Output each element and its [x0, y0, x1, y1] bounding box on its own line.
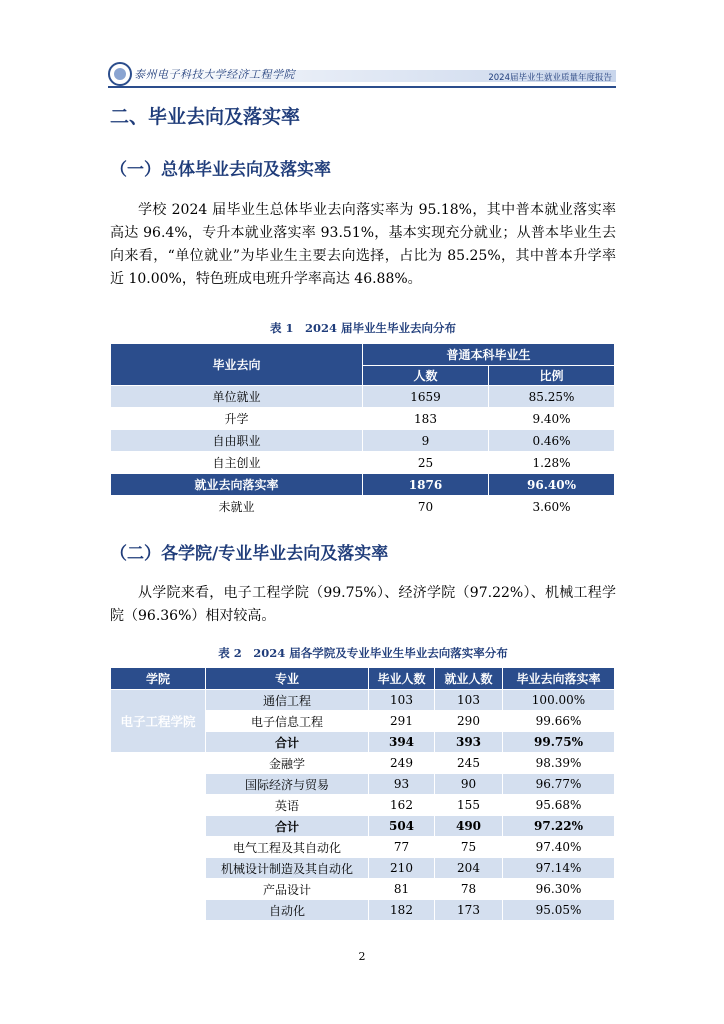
- grad-count: 249: [369, 753, 435, 774]
- table2-header-rate: 毕业去向落实率: [503, 668, 615, 690]
- grad-count: 93: [369, 774, 435, 795]
- grad-count: 182: [369, 900, 435, 921]
- grad-count: 504: [369, 816, 435, 837]
- employed-count: 490: [435, 816, 503, 837]
- major-name: 通信工程: [206, 690, 369, 711]
- row-ratio: 1.28%: [489, 452, 615, 474]
- college-cell-electronic: 电子工程学院: [111, 690, 206, 753]
- college-paragraph: 从学院来看，电子工程学院（99.75%）、经济学院（97.22%）、机械工程学院（96.36%）相对较高。: [110, 585, 616, 624]
- table-row: [111, 837, 615, 858]
- table2-header-major: 专业: [206, 668, 369, 690]
- major-name: 产品设计: [206, 879, 369, 900]
- major-name: 金融学: [206, 753, 369, 774]
- table1-header-ratio: 比例: [489, 366, 615, 386]
- table-row: [111, 386, 615, 408]
- report-title: 2024届毕业生就业质量年度报告: [488, 73, 612, 83]
- major-name: 电气工程及其自动化: [206, 837, 369, 858]
- row-ratio: 9.40%: [489, 408, 615, 430]
- rate: 99.75%: [503, 732, 615, 753]
- rate: 97.14%: [503, 858, 615, 879]
- overall-paragraph: 学校 2024 届毕业生总体毕业去向落实率为 95.18%，其中普本就业落实率高达 96.4%，专升本就业落实率 93.51%，基本实现充分就业；从普本毕业生去向来看，“单位就业”为毕业生主要去向选择，占比为 85.25%，其中普本升学率近 10.00%，特色班成电班升学率高达 46.88%。: [110, 202, 616, 287]
- grad-count: 394: [369, 732, 435, 753]
- row-count: 1876: [363, 474, 489, 496]
- table2-header-grad: 毕业人数: [369, 668, 435, 690]
- major-name: 电子信息工程: [206, 711, 369, 732]
- row-label: 自由职业: [111, 430, 363, 452]
- table-row: [111, 753, 615, 774]
- table2-header-college: 学院: [111, 668, 206, 690]
- rate: 100.00%: [503, 690, 615, 711]
- section-title: 二、毕业去向及落实率: [110, 106, 301, 128]
- row-count: 9: [363, 430, 489, 452]
- subsection-title-overall: （一）总体毕业去向及落实率: [110, 160, 331, 180]
- row-ratio: 0.46%: [489, 430, 615, 452]
- rate: 95.68%: [503, 795, 615, 816]
- page-number: 2: [358, 950, 366, 963]
- major-name: 国际经济与贸易: [206, 774, 369, 795]
- table-row: [111, 430, 615, 452]
- row-label: 就业去向落实率: [111, 474, 363, 496]
- major-name: 自动化: [206, 900, 369, 921]
- total-label: 合计: [206, 816, 369, 837]
- school-logo-icon: [108, 62, 132, 86]
- total-label: 合计: [206, 732, 369, 753]
- major-name: 英语: [206, 795, 369, 816]
- rate: 97.40%: [503, 837, 615, 858]
- row-label: 自主创业: [111, 452, 363, 474]
- table-row-highlight: [111, 474, 615, 496]
- major-name: 机械设计制造及其自动化: [206, 858, 369, 879]
- college-cell-mechanical: 机械工程学院: [111, 837, 206, 921]
- table1-caption: 表 1 2024 届毕业生毕业去向分布: [269, 321, 456, 335]
- rate: 96.30%: [503, 879, 615, 900]
- employed-count: 90: [435, 774, 503, 795]
- row-count: 25: [363, 452, 489, 474]
- table1-header-group: 普通本科毕业生: [363, 344, 615, 366]
- page-header: [108, 62, 616, 86]
- employed-count: 173: [435, 900, 503, 921]
- row-count: 70: [363, 496, 489, 518]
- employed-count: 204: [435, 858, 503, 879]
- row-label: 升学: [111, 408, 363, 430]
- subsection-title-college: （二）各学院/专业毕业去向及落实率: [110, 544, 389, 564]
- row-ratio: 3.60%: [489, 496, 615, 518]
- school-name: 泰州电子科技大学经济工程学院: [134, 68, 295, 81]
- employed-count: 393: [435, 732, 503, 753]
- grad-count: 77: [369, 837, 435, 858]
- row-label: 单位就业: [111, 386, 363, 408]
- row-count: 1659: [363, 386, 489, 408]
- row-label: 未就业: [111, 496, 363, 518]
- table2-caption: 表 2 2024 届各学院及专业毕业生毕业去向落实率分布: [218, 646, 508, 660]
- employed-count: 290: [435, 711, 503, 732]
- row-count: 183: [363, 408, 489, 430]
- rate: 95.05%: [503, 900, 615, 921]
- grad-count: 291: [369, 711, 435, 732]
- rate: 97.22%: [503, 816, 615, 837]
- grad-count: 81: [369, 879, 435, 900]
- table2-college-major-rates: [110, 667, 615, 921]
- row-ratio: 85.25%: [489, 386, 615, 408]
- employed-count: 103: [435, 690, 503, 711]
- grad-count: 210: [369, 858, 435, 879]
- rate: 96.77%: [503, 774, 615, 795]
- college-cell-economics: 经济学院: [111, 753, 206, 837]
- table-row: [111, 452, 615, 474]
- table2-header-employed: 就业人数: [435, 668, 503, 690]
- grad-count: 162: [369, 795, 435, 816]
- table1-destination-distribution: [110, 343, 615, 518]
- table-row: [111, 690, 615, 711]
- employed-count: 75: [435, 837, 503, 858]
- rate: 99.66%: [503, 711, 615, 732]
- grad-count: 103: [369, 690, 435, 711]
- row-ratio: 96.40%: [489, 474, 615, 496]
- employed-count: 155: [435, 795, 503, 816]
- table1-header-count: 人数: [363, 366, 489, 386]
- employed-count: 245: [435, 753, 503, 774]
- table-row: [111, 408, 615, 430]
- table-row: [111, 496, 615, 518]
- header-divider: [108, 86, 616, 88]
- table1-header-direction: 毕业去向: [111, 344, 363, 386]
- rate: 98.39%: [503, 753, 615, 774]
- employed-count: 78: [435, 879, 503, 900]
